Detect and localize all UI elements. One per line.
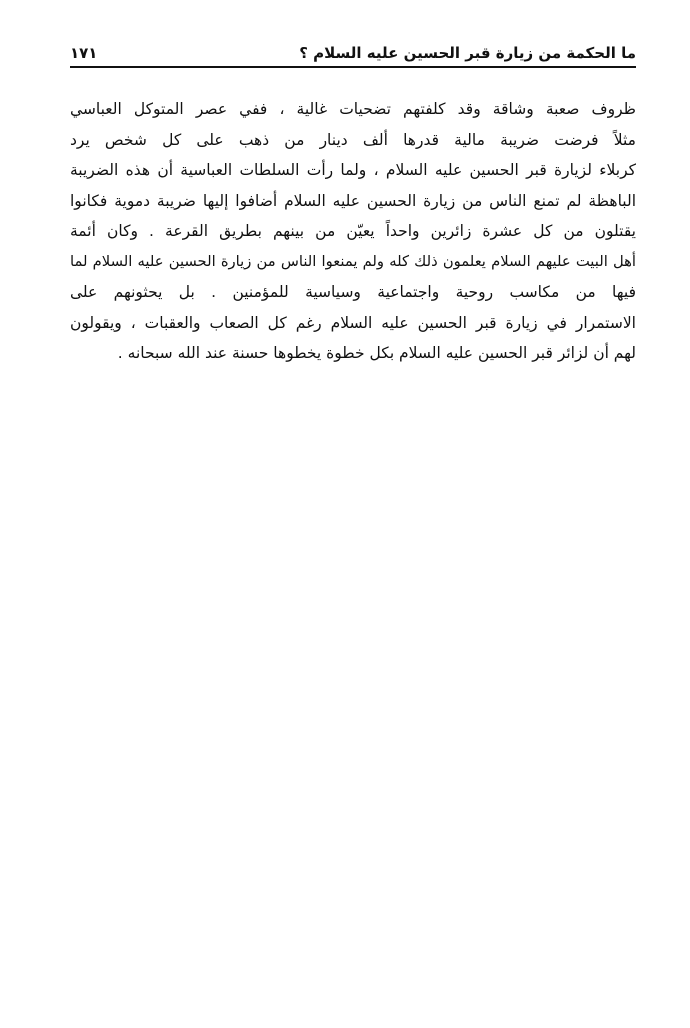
text-line: فيها من مكاسب روحية واجتماعية وسياسية للمؤمنين . بل يحثونهم على — [70, 283, 636, 301]
text-line: يقتلون من كل عشرة زائرين واحداً يعيّن من بينهم بطريق القرعة . وكان أئمة — [70, 222, 636, 240]
body-text — [70, 94, 636, 369]
page-number: ١٧١ — [70, 44, 98, 62]
text-line: أهل البيت عليهم السلام يعلمون ذلك كله ولم يمنعوا الناس من زيارة الحسين عليه السلام لما — [70, 252, 636, 270]
text-line: ظروف صعبة وشاقة وقد كلفتهم تضحيات غالية ، ففي عصر المتوكل العباسي — [70, 100, 636, 118]
text-line: كربلاء لزيارة قبر الحسين عليه السلام ، ولما رأت السلطات العباسية أن هذه الضريبة — [70, 161, 636, 179]
page-header — [70, 30, 636, 68]
text-line: الاستمرار في زيارة قبر الحسين عليه السلام رغم كل الصعاب والعقبات ، ويقولون — [70, 313, 636, 332]
running-title: ما الحكمة من زيارة قبر الحسين عليه السلام ؟ — [299, 44, 636, 62]
text-line: مثلاً فرضت ضريبة مالية قدرها ألف دينار من ذهب على كل شخص يرد — [70, 130, 636, 149]
text-line: الباهظة لم تمنع الناس من زيارة الحسين عليه السلام أضافوا إليها ضريبة دموية فكانوا — [70, 191, 636, 210]
text-line: لهم أن لزائر قبر الحسين عليه السلام بكل خطوة يخطوها حسنة عند الله سبحانه . — [117, 344, 636, 362]
